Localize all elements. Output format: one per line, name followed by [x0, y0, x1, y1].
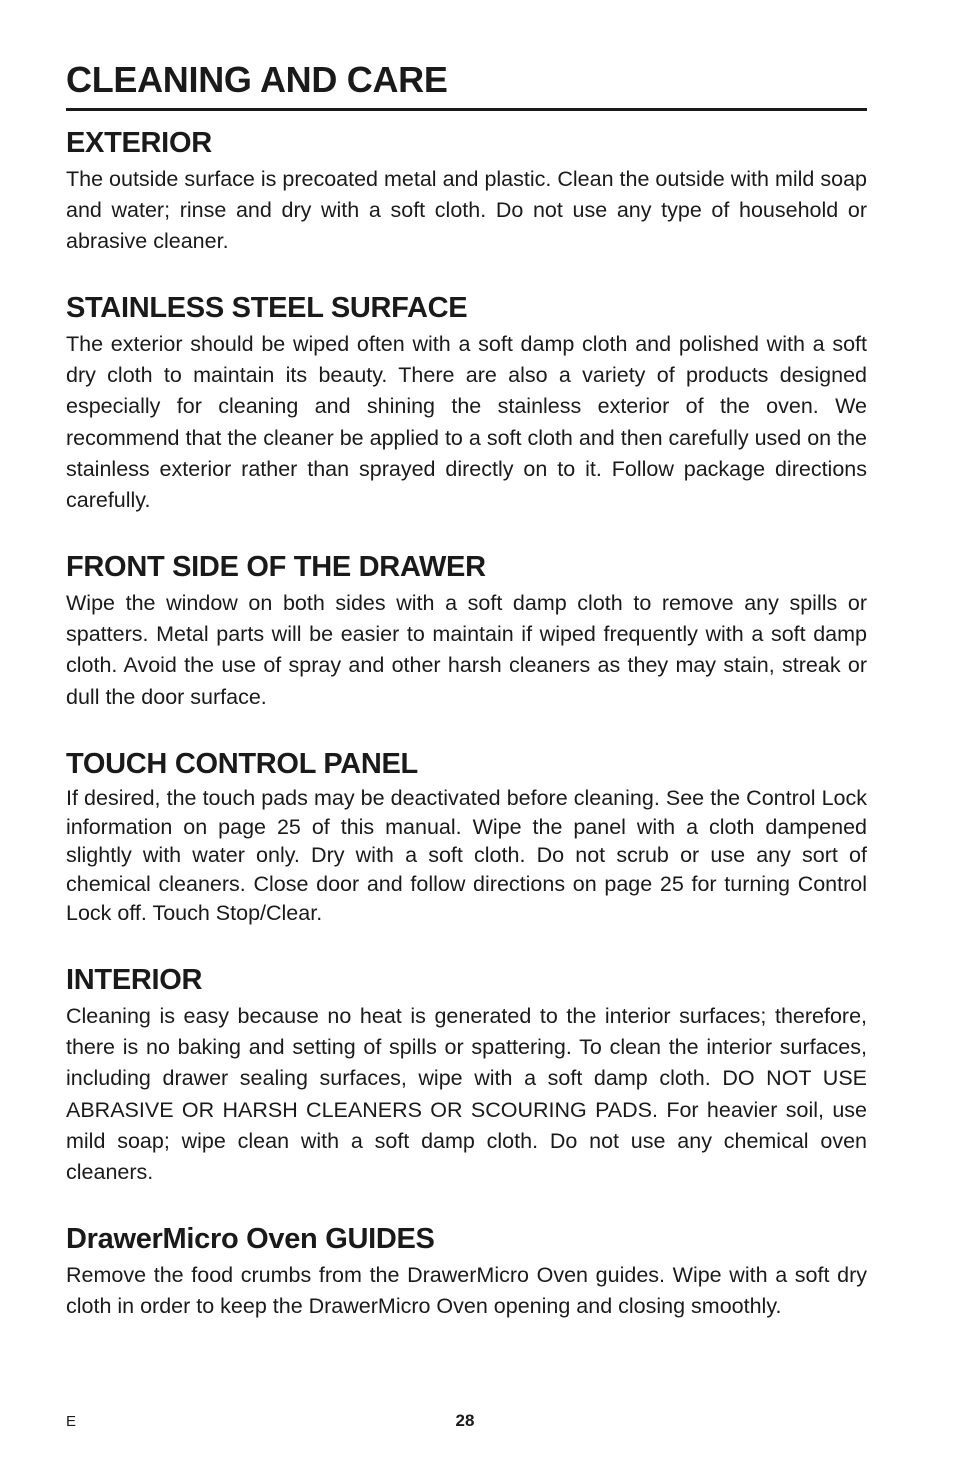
section-body: Remove the food crumbs from the DrawerMicro Oven guides. Wipe with a soft dry cloth in order to keep the DrawerMicro Oven opening and closing smoothly.: [66, 1263, 867, 1319]
section-body: If desired, the touch pads may be deactivated before cleaning. See the Control Lock information on page 25 of this manual. Wipe the panel with a cloth dampened slightly with water only. Dry with a soft cloth. Do not scrub or use any sort of chemical cleaners. Close door and follow directions on page 25 for turning Control Lock off. Touch Stop/Clear.: [66, 786, 867, 925]
section-heading: STAINLESS STEEL SURFACE: [66, 292, 468, 324]
section-body: The exterior should be wiped often with a soft damp cloth and polished with a soft dry cloth to maintain its beauty. There are also a variety of products designed especially for cleaning and shining the stainless exterior of the oven. We recommend that the cleaner be applied to a soft cloth and then carefully used on the stainless exterior rather than sprayed directly on to it. Follow package directions carefully.: [66, 332, 867, 513]
section-body: The outside surface is precoated metal and plastic. Clean the outside with mild soap and water; rinse and dry with a soft cloth. Do not use any type of household or abrasive cleaner.: [66, 167, 867, 254]
section-heading: INTERIOR: [66, 964, 203, 996]
section-interior: [66, 962, 867, 1188]
section-body: Wipe the window on both sides with a soft damp cloth to remove any spills or spatters. Metal parts will be easier to maintain if wiped frequently with a soft damp cloth. Avoid the use of spray and other harsh cleaners as they may stain, streak or dull the door surface.: [66, 591, 867, 709]
page-number: 28: [455, 1411, 475, 1430]
section-stainless-steel-surface: [66, 290, 867, 516]
section-drawermicro-oven-guides: [66, 1221, 867, 1322]
section-exterior: [66, 125, 867, 258]
title-divider: [66, 108, 867, 111]
section-heading: TOUCH CONTROL PANEL: [66, 748, 418, 780]
section-heading: FRONT SIDE OF THE DRAWER: [66, 551, 486, 583]
section-heading: DrawerMicro Oven GUIDES: [66, 1223, 435, 1255]
page-title: CLEANING AND CARE: [66, 59, 448, 100]
section-heading: EXTERIOR: [66, 127, 212, 159]
footer-language: E: [66, 1413, 77, 1430]
section-front-side-of-drawer: [66, 549, 867, 713]
section-touch-control-panel: [66, 746, 867, 928]
section-body: Cleaning is easy because no heat is generated to the interior surfaces; therefore, there is no baking and setting of spills or spattering. To clean the interior surfaces, including drawer sealing surfaces, wipe with a soft damp cloth. DO NOT USE ABRASIVE OR HARSH CLEANERS OR SCOURING PADS. For heavier soil, use mild soap; wipe clean with a soft damp cloth. Do not use any chemical oven cleaners.: [66, 1004, 867, 1185]
